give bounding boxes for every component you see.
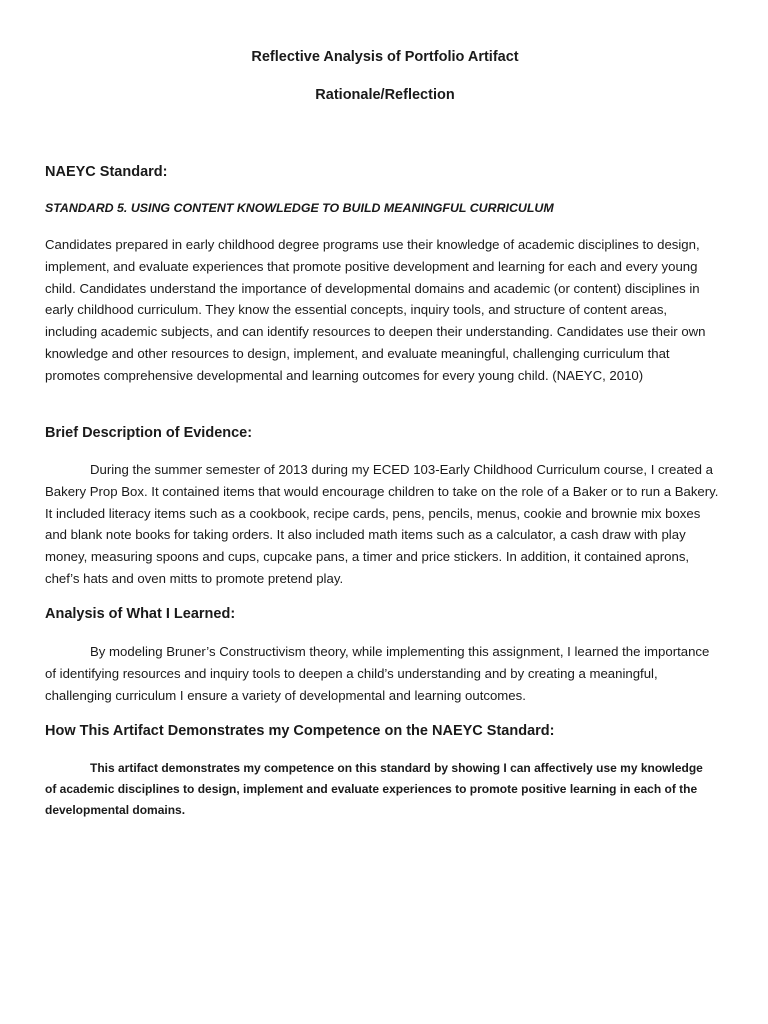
standard-heading: NAEYC Standard: [45,164,168,180]
analysis-heading: Analysis of What I Learned: [45,606,236,622]
evidence-description: During the summer semester of 2013 during my ECED 103-Early Childhood Curriculum course, I created a Bakery Prop Box. It contained items that would encourage children to take on the role of a Baker or to run a Bakery. It included literacy items such as a cookbook, recipe cards, pens, pencils, menus, cookie and brownie mix boxes and blank note books for taking orders. It also included math items such as a calculator, a cash draw with play money, measuring spoons and cups, cupcake pans, a timer and price stickers. In addition, it contained aprons, chef’s hats and oven mitts to promote pretend play. [45,462,719,586]
evidence-heading: Brief Description of Evidence: [45,425,253,441]
document-subtitle: Rationale/Reflection [315,87,455,103]
analysis-description: By modeling Bruner’s Constructivism theory, while implementing this assignment, I learned the importance of identifying resources and inquiry tools to deepen a child’s understanding and by creating a meaningful, challenging curriculum I ensure a variety of developmental and learning outcomes. [45,644,710,703]
competence-description: This artifact demonstrates my competence on this standard by showing I can affectively use my knowledge of academic disciplines to design, implement and evaluate experiences to promote positive learning in each of the developmental domains. [45,761,703,817]
standard-description: Candidates prepared in early childhood degree programs use their knowledge of academic disciplines to design, implement, and evaluate experiences that promote positive development and learning for each and every young child. Candidates understand the importance of developmental domains and academic (or content) disciplines in early childhood curriculum. They know the essential concepts, inquiry tools, and structure of content areas, including academic subjects, and can identify resources to deepen their understanding. Candidates use their own knowledge and other resources to design, implement, and evaluate meaningful, challenging curriculum that promotes comprehensive developmental and learning outcomes for every young child. (NAEYC, 2010) [45,237,706,383]
document-title: Reflective Analysis of Portfolio Artifact [251,49,519,65]
standard-title: STANDARD 5. USING CONTENT KNOWLEDGE TO BUILD MEANINGFUL CURRICULUM [45,201,554,215]
document-page [45,0,725,1024]
competence-heading: How This Artifact Demonstrates my Competence on the NAEYC Standard: [45,723,555,739]
